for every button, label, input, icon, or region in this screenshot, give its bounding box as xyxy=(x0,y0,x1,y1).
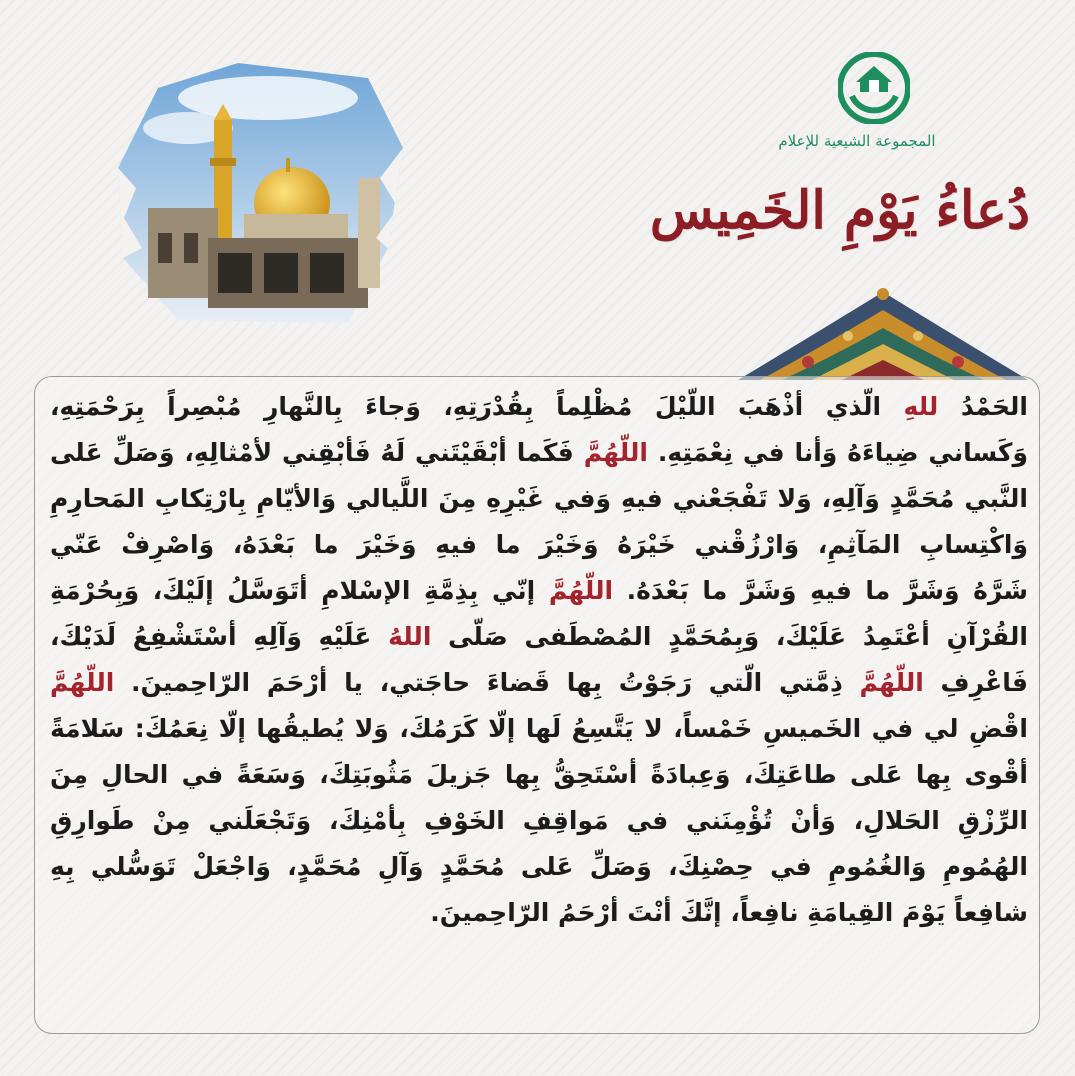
highlighted-word: اللّهُمَّ xyxy=(50,668,115,697)
prayer-segment: عَلَيْهِ وَآلِهِ أسْتَشْفِعُ لَدَيْكَ، xyxy=(50,622,389,651)
prayer-line xyxy=(50,890,1028,936)
ornament-icon xyxy=(738,284,1028,380)
prayer-text xyxy=(50,384,1028,1044)
prayer-segment: الهُمُومِ وَالغُمُومِ في حِصْنِكَ، وَصَلِّ عَلى مُحَمَّدٍ وَآلِ مُحَمَّدٍ، وَاجْعَلْ تَوَسُّلي بِهِ xyxy=(50,852,1028,881)
prayer-segment: ذِمَّتي الّتي رَجَوْتُ بِها قَضاءَ حاجَتي، يا أرْحَمَ الرّاحِمينَ. xyxy=(114,668,860,697)
highlighted-word: اللّهُمَّ xyxy=(583,438,648,467)
prayer-segment: فَاعْرِفِ xyxy=(923,668,1028,697)
prayer-line xyxy=(50,568,1028,614)
highlighted-word: اللّهُمَّ xyxy=(859,668,924,697)
prayer-line xyxy=(50,660,1028,706)
highlighted-word: للهِ xyxy=(903,392,939,421)
prayer-segment: أقْوى بِها عَلى طاعَتِكَ، وَعِبادَةً أسْتَحِقُّ بِها جَزيلَ مَثُوبَتِكَ، وَسَعَةً في الحالِ مِنَ xyxy=(50,760,1028,789)
prayer-segment: فَكَما أبْقَيْتَني لَهُ فَأبْقِني لأمْثالِهِ، وَصَلِّ عَلى xyxy=(50,438,584,467)
organization-name: المجموعة الشيعية للإعلام xyxy=(778,132,936,150)
prayer-line xyxy=(50,476,1028,522)
prayer-line xyxy=(50,752,1028,798)
prayer-segment: شَرَّهُ وَشَرَّ ما فيهِ وَشَرَّ ما بَعْدَهُ. xyxy=(613,576,1028,605)
prayer-segment: الّذي أذْهَبَ اللّيْلَ مُظْلِماً بِقُدْرَتِهِ، وَجاءَ بِالنَّهارِ مُبْصِراً بِرَحْمَتِهِ، xyxy=(50,392,904,421)
prayer-segment: الحَمْدُ xyxy=(938,392,1028,421)
prayer-line xyxy=(50,384,1028,430)
prayer-segment: القُرْآنِ أعْتَمِدُ عَلَيْكَ، وَبِمُحَمَّدٍ المُصْطَفى صَلّى xyxy=(431,622,1028,651)
shrine-photo xyxy=(118,58,408,328)
prayer-line xyxy=(50,522,1028,568)
prayer-segment: إنّي بِذِمَّةِ الإسْلامِ أتَوَسَّلُ إلَيْكَ، وَبِحُرْمَةِ xyxy=(50,576,549,605)
prayer-segment: شافِعاً يَوْمَ القِيامَةِ نافِعاً، إنَّكَ أنْتَ أرْحَمُ الرّاحِمينَ. xyxy=(430,898,1028,927)
prayer-line xyxy=(50,798,1028,844)
prayer-line xyxy=(50,430,1028,476)
prayer-segment: وَكَساني ضِياءَهُ وَأنا في نِعْمَتِهِ. xyxy=(647,438,1028,467)
page-title: دُعاءُ يَوْمِ الخَمِيس xyxy=(649,180,1030,241)
prayer-segment: وَاكْتِسابِ المَآثِمِ، وَارْزُقْني خَيْرَهُ وَخَيْرَ ما فيهِ وَخَيْرَ ما بَعْدَهُ، وَاصْرِفْ عَنّي xyxy=(50,530,1028,559)
highlighted-word: اللّهُمَّ xyxy=(548,576,614,605)
prayer-line xyxy=(50,844,1028,890)
prayer-line xyxy=(50,706,1028,752)
organization-logo xyxy=(838,52,910,124)
prayer-segment: النَّبي مُحَمَّدٍ وَآلِهِ، وَلا تَفْجَعْني فيهِ وَفي غَيْرِهِ مِنَ اللَّيالي وَالأيّامِ بِارْتِكابِ المَحارِمِ xyxy=(50,484,1028,513)
prayer-segment: اقْضِ لي في الخَميسِ خَمْساً، لا يَتَّسِعُ لَها إلّا كَرَمُكَ، وَلا يُطيقُها إلّا نِعَمُكَ: سَلامَةً xyxy=(50,714,1028,743)
prayer-segment: الرِّزْقِ الحَلالِ، وَأنْ تُؤْمِنَني في مَواقِفِ الخَوْفِ بِأمْنِكَ، وَتَجْعَلَني مِنْ طَوارِقِ xyxy=(50,806,1028,835)
highlighted-word: اللهُ xyxy=(388,622,432,651)
prayer-line xyxy=(50,614,1028,660)
